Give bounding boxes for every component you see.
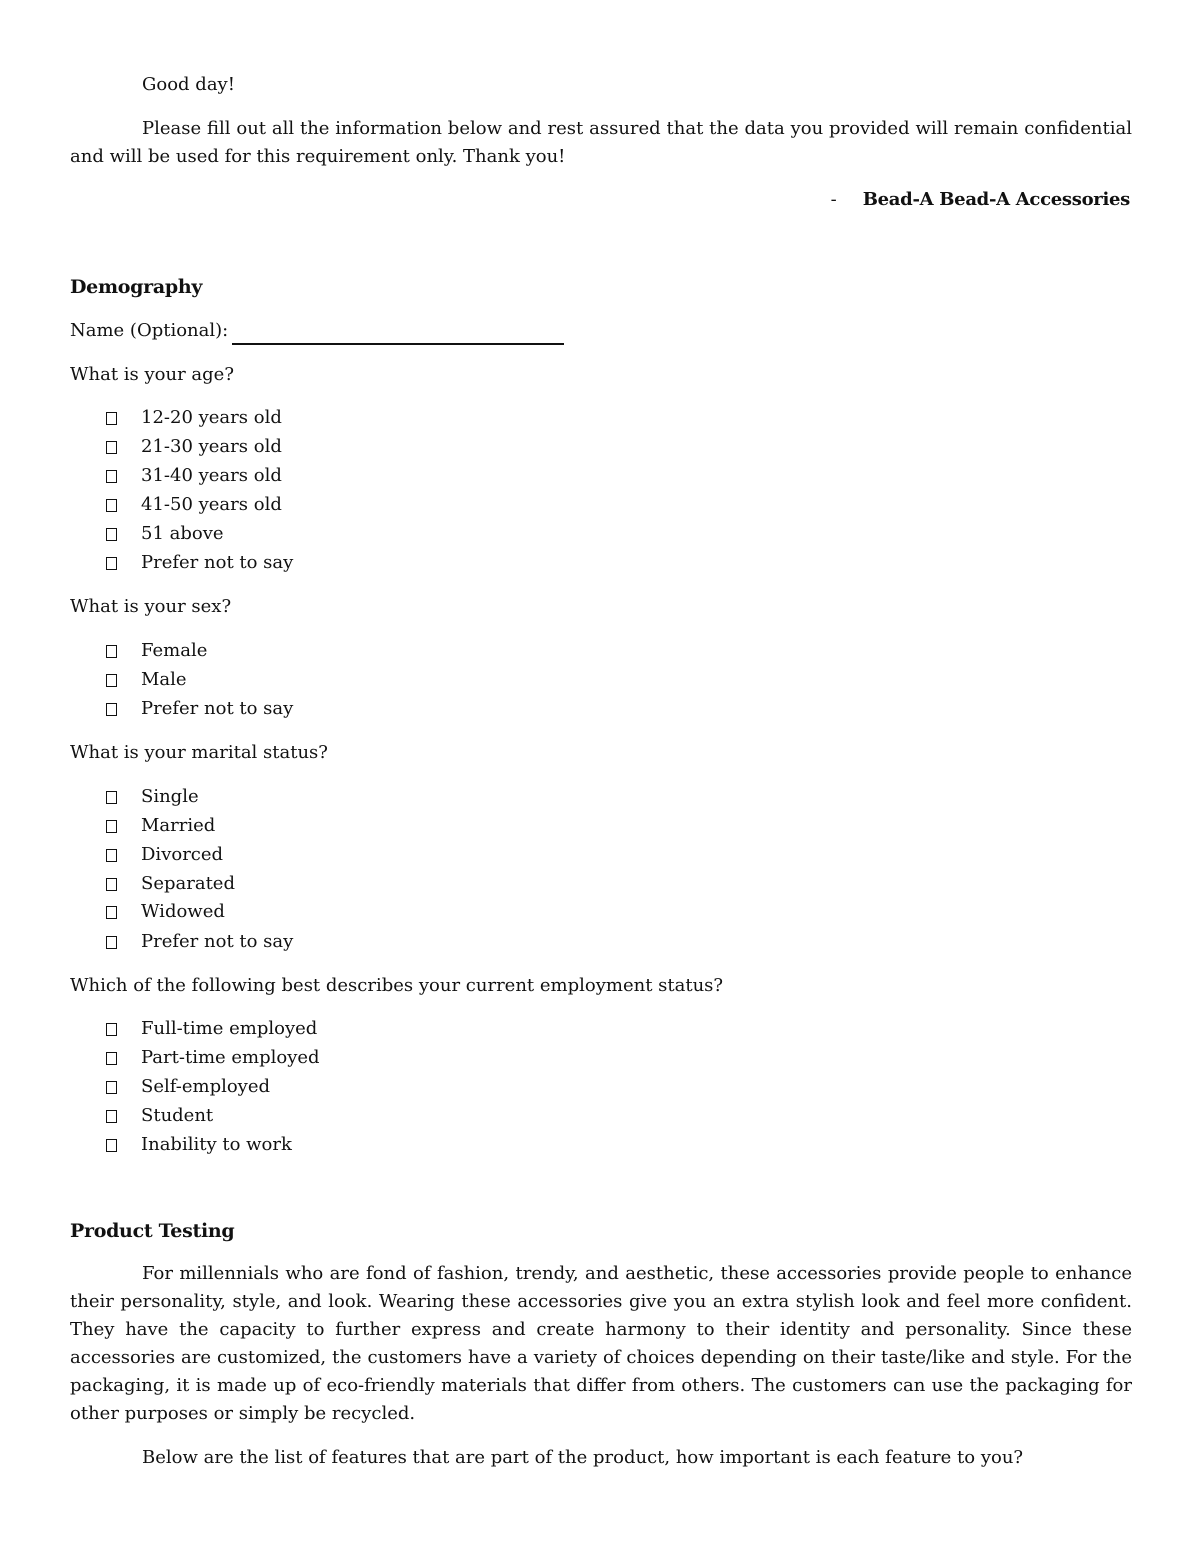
name-row [70, 317, 564, 345]
checkbox[interactable] [106, 906, 117, 919]
checkbox[interactable] [106, 703, 117, 716]
features-prompt: Below are the list of features that are part of the product, how important is each feature to you? [142, 1447, 1024, 1468]
checkbox[interactable] [106, 849, 117, 862]
employment-question: Which of the following best describes your current employment status? [70, 975, 724, 996]
checkbox[interactable] [106, 878, 117, 891]
checkbox[interactable] [106, 412, 117, 425]
checkbox[interactable] [106, 528, 117, 541]
checkbox[interactable] [106, 936, 117, 949]
organization-name: Bead-A Bead-A Accessories [862, 189, 1130, 210]
sex-question: What is your sex? [70, 596, 232, 617]
name-input-line[interactable] [232, 323, 564, 345]
checkbox[interactable] [106, 1081, 117, 1094]
checkbox[interactable] [106, 1110, 117, 1123]
demography-heading: Demography [70, 276, 203, 298]
checkbox[interactable] [106, 1052, 117, 1065]
checkbox[interactable] [106, 791, 117, 804]
checkbox[interactable] [106, 1139, 117, 1152]
survey-page: Good day! Please fill out all the information below and rest assured that the data you provided will remain confidential and will be used for this requirement only. Thank you! - Bead-A Bead-A Accessories Demography Name (Optional): What is your age? 12-20 years old 21-30 years old 31-40 years old 41-50 years old 51 above Prefer not to say What is your sex? Female Male Prefer not to say What is your marital status? Single Married Divorced Separated Widowed Prefer not to say Which of the following best describes your current employment status? Full-time employed Part-time employed Self-employed Student Inability to work Product Testing For millennials who are fond of fashion, trendy, and aesthetic, these accessories provide people to enhance their personality, style, and look. Wearing these accessories give you an extra stylish look and feel more confident. They have the capacity to further express and create harmony to their identity and personality. Since these accessories are customized, the customers have a variety of choices depending on their taste/like and style. For the packaging, it is made up of eco-friendly materials that differ from others. The customers can use the packaging for other purposes or simply be recycled. Below are the list of features that are part of the product, how important is each feature to you? [0, 0, 1200, 1553]
signature [831, 186, 1130, 214]
product-description: For millennials who are fond of fashion, trendy, and aesthetic, these accessories provide people to enhance their personality, style, and look. Wearing these accessories give you an extra stylish look and feel more confident. They have the capacity to further express and create harmony to their identity and personality. Since these accessories are customized, the customers have a variety of choices depending on their taste/like and style. For the packaging, it is made up of eco-friendly materials that differ from others. The customers can use the packaging for other purposes or simply be recycled. [70, 1263, 1132, 1424]
greeting: Good day! [142, 74, 235, 95]
checkbox[interactable] [106, 470, 117, 483]
intro-paragraph: Please fill out all the information below and rest assured that the data you provided will remain confidential and will be used for this requirement only. Thank you! [70, 118, 1132, 167]
checkbox[interactable] [106, 1023, 117, 1036]
signature-dash: - [830, 189, 837, 210]
checkbox[interactable] [106, 557, 117, 570]
age-question: What is your age? [70, 364, 234, 385]
marital-question: What is your marital status? [70, 742, 328, 763]
product-testing-heading: Product Testing [70, 1220, 235, 1242]
checkbox[interactable] [106, 645, 117, 658]
name-label: Name (Optional): [70, 320, 229, 341]
checkbox[interactable] [106, 499, 117, 512]
checkbox[interactable] [106, 441, 117, 454]
checkbox[interactable] [106, 674, 117, 687]
checkbox[interactable] [106, 820, 117, 833]
